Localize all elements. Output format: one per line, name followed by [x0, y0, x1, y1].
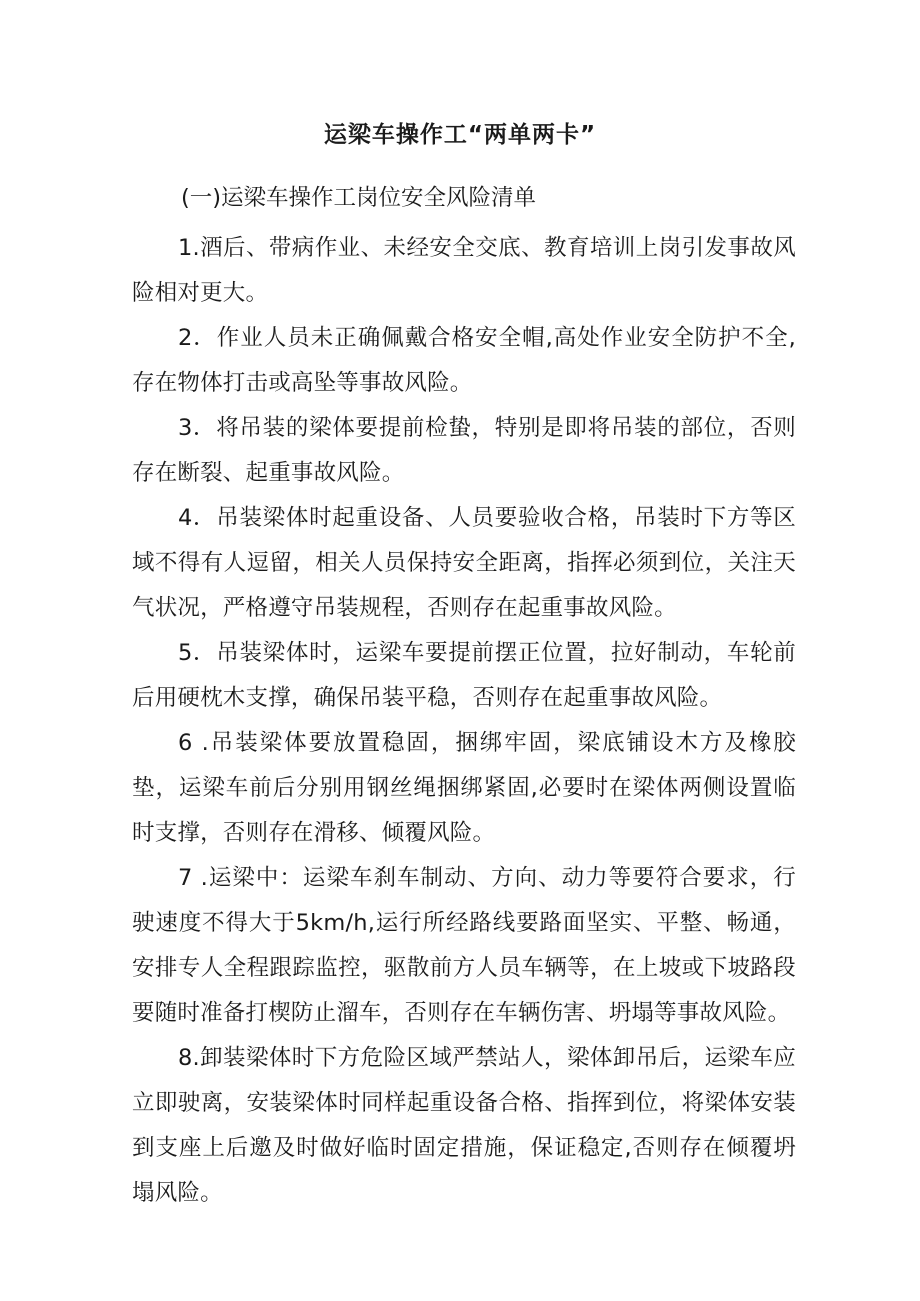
risk-item-7: 7 .运梁中：运梁车刹车制动、方向、动力等要符合要求，行驶速度不得大于5km/h,运行所经路线要路面坚实、平整、畅通，安排专人全程跟踪监控，驱散前方人员车辆等，在上坡或下坡路段要随时准备打楔防止溜车，否则存在车辆伤害、坍塌等事故风险。 — [132, 865, 796, 1026]
risk-item-6: 6 .吊装梁体要放置稳固，捆绑牢固，梁底铺设木方及橡胶垫，运梁车前后分别用钢丝绳捆绑紧固,必要时在梁体两侧设置临时支撑，否则存在滑移、倾覆风险。 — [132, 730, 796, 846]
risk-item-8: 8.卸装梁体时下方危险区域严禁站人，梁体卸吊后，运梁车应立即驶离，安装梁体时同样起重设备合格、指挥到位，将梁体安装到支座上后邀及时做好临时固定措施，保证稳定,否则存在倾覆坍塌风险。 — [132, 1045, 796, 1206]
section-heading: (一)运梁车操作工岗位安全风险清单 — [181, 185, 537, 211]
risk-item-4: 4．吊装梁体时起重设备、人员要验收合格，吊装时下方等区域不得有人逗留，相关人员保持安全距离，指挥必须到位，关注天气状况，严格遵守吊装规程，否则存在起重事故风险。 — [132, 505, 796, 621]
risk-list — [132, 226, 796, 1216]
risk-item-3: 3．将吊装的梁体要提前检蛰，特别是即将吊装的部位，否则存在断裂、起重事故风险。 — [132, 415, 796, 486]
risk-item-5: 5．吊装梁体时，运梁车要提前摆正位置，拉好制动，车轮前后用硬枕木支撑，确保吊装平稳，否则存在起重事故风险。 — [132, 640, 796, 711]
document-title: 运梁车操作工“两单两卡” — [323, 122, 597, 148]
risk-item-1: 1.酒后、带病作业、未经安全交底、教育培训上岗引发事故风险相对更大。 — [132, 235, 796, 306]
risk-item-2: 2．作业人员未正确佩戴合格安全帽,高处作业安全防护不全,存在物体打击或高坠等事故风险。 — [132, 325, 796, 396]
